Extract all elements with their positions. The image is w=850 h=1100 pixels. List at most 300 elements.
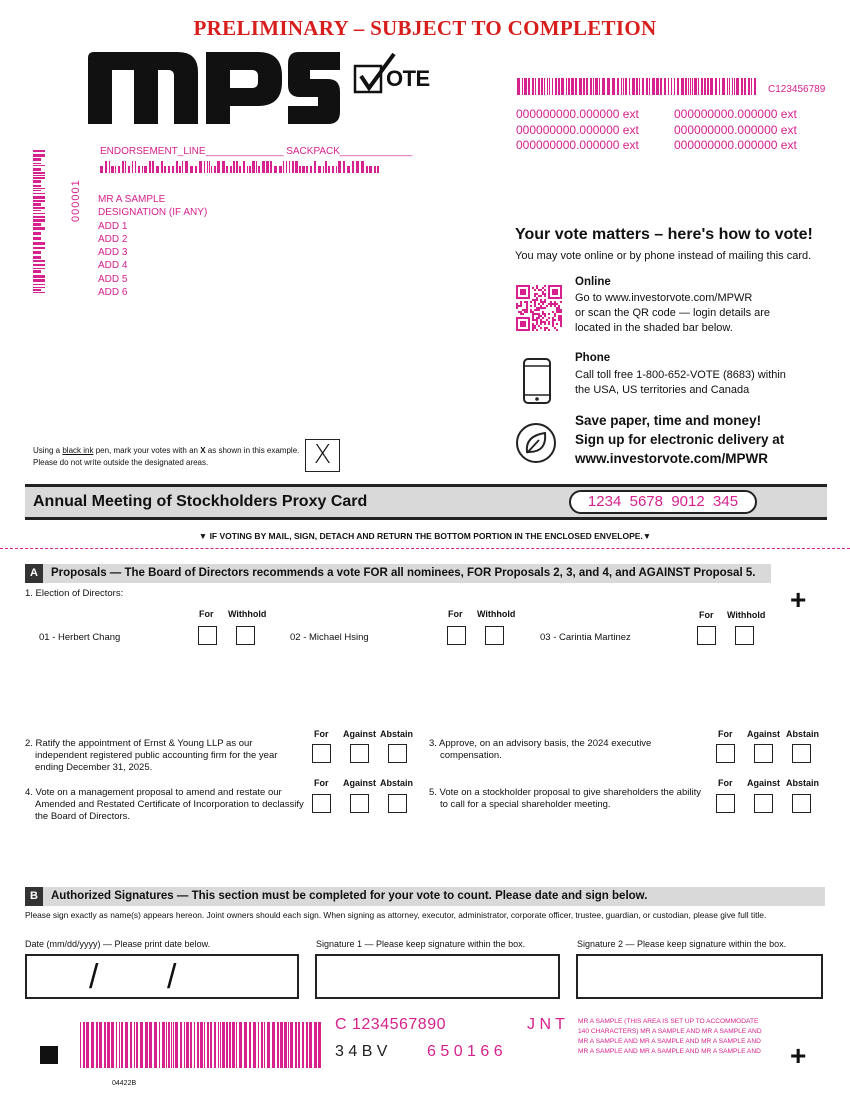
qr-module	[536, 319, 538, 321]
barcode-bar	[115, 166, 116, 173]
barcode-bar	[528, 78, 530, 95]
qr-module	[544, 295, 546, 297]
qr-module	[536, 297, 538, 299]
barcode-bar	[142, 166, 143, 173]
barcode-bar	[544, 78, 545, 95]
barcode-bar	[586, 78, 588, 95]
barcode-bar	[236, 1022, 237, 1068]
barcode-bar	[233, 161, 235, 173]
qr-module	[526, 301, 528, 303]
barcode-bar	[33, 185, 41, 187]
date-slash: /	[167, 958, 177, 996]
nominee-1-withhold-label: Withhold	[228, 609, 267, 619]
qr-module	[560, 301, 562, 303]
barcode-bar	[222, 161, 225, 173]
barcode-bar	[253, 1022, 256, 1068]
barcode-bar	[310, 166, 312, 173]
barcode-bar	[266, 161, 269, 173]
barcode-bar	[688, 78, 689, 95]
phone-icon	[522, 357, 552, 410]
barcode-bar	[86, 1022, 89, 1068]
qr-module	[538, 315, 540, 317]
nominee-3-withhold-checkbox[interactable]	[735, 626, 754, 645]
barcode-bar	[318, 1022, 321, 1068]
qr-module	[530, 311, 532, 313]
nominee-2-for-label: For	[448, 609, 463, 619]
qr-module	[544, 307, 546, 309]
qr-module	[554, 313, 556, 315]
barcode-bar	[701, 78, 703, 95]
qr-module	[542, 307, 544, 309]
qr-module	[544, 321, 546, 323]
barcode-bar	[261, 1022, 263, 1068]
qr-module	[550, 303, 552, 305]
qr-module	[546, 305, 548, 307]
barcode-bar	[262, 161, 265, 173]
qr-module	[560, 311, 562, 313]
barcode-bar	[111, 166, 114, 173]
qr-module	[530, 305, 532, 307]
marking-instructions: Using a black ink pen, mark your votes with an X as shown in this example. Please do not write outside the designated areas.	[33, 446, 300, 467]
barcode-bar	[217, 161, 220, 173]
barcode-bar	[180, 1022, 182, 1068]
qr-module	[534, 313, 536, 315]
barcode-bar	[306, 1022, 308, 1068]
barcode-bar	[162, 1022, 165, 1068]
qr-module	[536, 321, 538, 323]
qr-module	[540, 327, 542, 329]
qr-module	[532, 329, 534, 331]
barcode-bar	[264, 1022, 265, 1068]
date-input-box[interactable]	[25, 954, 299, 999]
phone-heading: Phone	[575, 352, 611, 364]
barcode-bar	[33, 190, 41, 191]
section-a-letter: A	[25, 564, 43, 583]
barcode-bar	[197, 1022, 199, 1068]
p3-abstain-checkbox[interactable]	[792, 744, 811, 763]
barcode-bar	[547, 78, 548, 95]
plus-mark: +	[790, 584, 807, 615]
barcode-bar	[132, 161, 133, 173]
barcode-bar	[279, 166, 282, 173]
p4-abstain-label: Abstain	[380, 778, 414, 788]
barcode-bar	[685, 78, 687, 95]
barcode-bar	[744, 78, 746, 95]
nominee-2-withhold-checkbox[interactable]	[485, 626, 504, 645]
p4-against-label: Against	[343, 778, 377, 788]
barcode-bar	[306, 166, 308, 173]
qr-module	[552, 325, 554, 327]
barcode-bar	[366, 166, 368, 173]
barcode-bar	[33, 175, 45, 176]
barcode-bar	[128, 166, 130, 173]
barcode-bar	[154, 1022, 157, 1068]
qr-module	[556, 303, 558, 305]
barcode-bar	[369, 166, 372, 173]
barcode-bar	[674, 78, 675, 95]
barcode-bar	[566, 78, 567, 95]
barcode-bar	[318, 166, 321, 173]
barcode-bar	[33, 154, 45, 157]
barcode-bar	[538, 78, 540, 95]
barcode-bar	[175, 1022, 178, 1068]
barcode-bar	[134, 1022, 135, 1068]
detach-instruction: ▼ IF VOTING BY MAIL, SIGN, DETACH AND RETURN THE BOTTOM PORTION IN THE ENCLOSED ENVELOPE.▼	[198, 531, 652, 541]
nominee-3-for-checkbox[interactable]	[697, 626, 716, 645]
qr-module	[560, 321, 562, 323]
barcode-bar	[690, 78, 691, 95]
mps-logo-graphic	[88, 52, 340, 124]
barcode-bar	[583, 78, 585, 95]
barcode-bar	[161, 161, 163, 173]
barcode-bar	[159, 1022, 160, 1068]
qr-module	[538, 289, 540, 291]
qr-module	[534, 301, 536, 303]
barcode-bar	[107, 1022, 110, 1068]
qr-module	[544, 293, 546, 295]
barcode-bar	[91, 1022, 94, 1068]
barcode-bar	[625, 78, 627, 95]
barcode-bar	[33, 227, 45, 230]
qr-module	[520, 311, 522, 313]
barcode-bar	[33, 270, 41, 273]
qr-module	[530, 309, 532, 311]
qr-module	[524, 309, 526, 311]
qr-module	[544, 285, 546, 287]
qr-module	[558, 309, 560, 311]
qr-module	[532, 317, 534, 319]
barcode-bar	[280, 1022, 283, 1068]
barcode-bar	[214, 1022, 216, 1068]
qr-module	[542, 313, 544, 315]
qr-module	[534, 305, 536, 307]
qr-module	[534, 319, 536, 321]
barcode-bar	[270, 161, 272, 173]
qr-module	[552, 311, 554, 313]
address-line: ADD 6	[98, 287, 128, 299]
address-line: MR A SAMPLE	[98, 194, 166, 205]
p5-abstain-checkbox[interactable]	[792, 794, 811, 813]
qr-module	[544, 323, 546, 325]
barcode-bar	[33, 168, 41, 171]
p2-against-checkbox[interactable]	[350, 744, 369, 763]
section-b-letter: B	[25, 887, 43, 906]
p3-against-checkbox[interactable]	[754, 744, 773, 763]
qr-module	[516, 305, 518, 307]
date-slash: /	[89, 958, 99, 996]
qr-module	[542, 287, 544, 289]
barcode-bar	[698, 78, 699, 95]
electronic-delivery-text: Save paper, time and money! Sign up for electronic delivery at www.investorvote.com/MPWR	[575, 413, 785, 466]
barcode-bar	[249, 1022, 251, 1068]
qr-module	[560, 319, 562, 321]
qr-module	[526, 311, 528, 313]
qr-module	[532, 323, 534, 325]
barcode-bar	[549, 78, 550, 95]
qr-code-icon	[516, 285, 562, 331]
qr-module	[532, 325, 534, 327]
proposal-3-text: 3. Approve, on an advisory basis, the 2024 executive compensation.	[429, 738, 652, 761]
barcode-bar	[194, 1022, 195, 1068]
qr-module	[544, 289, 546, 291]
barcode-bar	[33, 207, 45, 209]
barcode-bar	[33, 237, 41, 240]
qr-module	[538, 309, 540, 311]
barcode-bar	[309, 1022, 312, 1068]
barcode-bar	[236, 161, 238, 173]
qr-module	[534, 299, 536, 301]
qr-module	[540, 321, 542, 323]
p5-for-label: For	[718, 778, 733, 788]
barcode-bar	[33, 264, 45, 266]
qr-module	[556, 307, 558, 309]
qr-module	[560, 315, 562, 317]
barcode-bar	[105, 161, 107, 173]
qr-module	[540, 305, 542, 307]
qr-module	[542, 321, 544, 323]
barcode-bar	[314, 161, 316, 173]
barcode-bar	[33, 150, 45, 152]
qr-module	[560, 309, 562, 311]
qr-module	[520, 313, 522, 315]
barcode-bar	[328, 166, 330, 173]
card-title-bar	[25, 484, 827, 520]
barcode-bar	[33, 260, 45, 262]
footer-number: 6 5 0 1 6 6	[427, 1043, 503, 1060]
qr-module	[520, 289, 526, 295]
barcode-bar	[125, 161, 126, 173]
barcode-bar	[568, 78, 570, 95]
qr-module	[536, 329, 538, 331]
qr-module	[536, 307, 538, 309]
barcode-bar	[33, 284, 45, 285]
qr-module	[554, 327, 556, 329]
qr-module	[540, 323, 542, 325]
barcode-bar	[639, 78, 640, 95]
p2-for-checkbox[interactable]	[312, 744, 331, 763]
barcode-bar	[176, 161, 178, 173]
qr-module	[544, 329, 546, 331]
barcode-bar	[214, 166, 216, 173]
barcode-bar	[33, 251, 41, 254]
barcode-bar	[636, 78, 638, 95]
barcode-bar	[668, 78, 669, 95]
barcode-bar	[33, 216, 45, 218]
barcode-bar	[289, 161, 290, 173]
barcode-bar	[33, 292, 45, 293]
barcode-bar	[290, 1022, 293, 1068]
nominee-3-withhold-label: Withhold	[727, 610, 766, 620]
top-barcode	[517, 78, 759, 95]
proposal-2-text: 2. Ratify the appointment of Ernst & Young LLP as our independent registered public accounting firm for the year ending December 31, 2025.	[25, 738, 278, 773]
barcode-bar	[230, 166, 232, 173]
barcode-bar	[210, 1022, 212, 1068]
p4-for-checkbox[interactable]	[312, 794, 331, 813]
p4-abstain-checkbox[interactable]	[388, 794, 407, 813]
barcode-bar	[33, 256, 41, 259]
barcode-bar	[552, 78, 553, 95]
qr-module	[534, 325, 536, 327]
p5-for-checkbox[interactable]	[716, 794, 735, 813]
barcode-bar	[33, 180, 41, 183]
qr-module	[540, 301, 542, 303]
plus-mark: +	[790, 1040, 807, 1071]
endorsement-line: ENDORSEMENT_LINE______________ SACKPACK_____________	[100, 146, 413, 157]
barcode-bar	[671, 78, 672, 95]
barcode-bar	[623, 78, 624, 95]
nominee-2-name: 02 - Michael Hsing	[290, 632, 369, 643]
barcode-bar	[602, 78, 605, 95]
qr-module	[532, 319, 534, 321]
qr-module	[540, 289, 542, 291]
qr-module	[532, 313, 534, 315]
qr-module	[532, 327, 534, 329]
qr-module	[558, 315, 560, 317]
barcode-bar	[734, 78, 735, 95]
p2-abstain-checkbox[interactable]	[388, 744, 407, 763]
barcode-bar	[173, 1022, 174, 1068]
barcode-bar	[579, 78, 582, 95]
barcode-bar	[629, 78, 630, 95]
p3-for-checkbox[interactable]	[716, 744, 735, 763]
nominee-1-withhold-checkbox[interactable]	[236, 626, 255, 645]
barcode-bar	[727, 78, 728, 95]
p4-for-label: For	[314, 778, 329, 788]
proposal-5-text: 5. Vote on a stockholder proposal to give shareholders the ability to call for a special shareholder meeting.	[429, 787, 701, 810]
barcode-bar	[593, 78, 594, 95]
p3-against-label: Against	[747, 729, 781, 739]
p2-abstain-label: Abstain	[380, 729, 414, 739]
barcode-bar	[707, 78, 709, 95]
barcode-bar	[33, 158, 41, 161]
p5-against-checkbox[interactable]	[754, 794, 773, 813]
qr-module	[536, 293, 538, 295]
barcode-bar	[33, 188, 45, 189]
address-line: ADD 2	[98, 233, 128, 245]
barcode-bar	[681, 78, 684, 95]
p5-abstain-label: Abstain	[786, 778, 820, 788]
barcode-bar	[692, 78, 693, 95]
barcode-bar	[218, 1022, 219, 1068]
barcode-bar	[207, 161, 208, 173]
how-to-vote-subtitle: You may vote online or by phone instead of mailing this card.	[515, 250, 812, 262]
nominee-2-for-checkbox[interactable]	[447, 626, 466, 645]
barcode-bar	[736, 78, 739, 95]
barcode-bar	[748, 78, 750, 95]
barcode-bar	[239, 166, 241, 173]
barcode-bar	[125, 1022, 128, 1068]
barcode-bar	[302, 1022, 304, 1068]
barcode-bar	[541, 78, 543, 95]
barcode-bar	[704, 78, 706, 95]
barcode-bar	[649, 78, 650, 95]
barcode-bar	[33, 275, 45, 278]
barcode-bar	[247, 166, 248, 173]
barcode-bar	[172, 166, 174, 173]
barcode-bar	[561, 78, 564, 95]
barcode-bar	[33, 165, 45, 166]
qr-module	[558, 305, 560, 307]
barcode-bar	[258, 166, 260, 173]
barcode-bar	[135, 161, 136, 173]
barcode-bar	[286, 161, 287, 173]
barcode-bar	[209, 161, 210, 173]
qr-module	[540, 319, 542, 321]
barcode-bar	[288, 1022, 289, 1068]
qr-module	[554, 305, 556, 307]
barcode-bar	[558, 78, 560, 95]
qr-module	[534, 303, 536, 305]
qr-module	[544, 299, 546, 301]
qr-module	[552, 289, 558, 295]
qr-module	[540, 315, 542, 317]
barcode-bar	[243, 161, 245, 173]
qr-module	[546, 327, 548, 329]
postal-barcode	[100, 161, 382, 173]
qr-module	[526, 305, 528, 307]
qr-module	[522, 313, 524, 315]
qr-module	[534, 327, 536, 329]
barcode-bar	[33, 203, 41, 206]
barcode-bar	[343, 161, 345, 173]
barcode-bar	[33, 193, 45, 194]
barcode-bar	[732, 78, 733, 95]
qr-module	[534, 309, 536, 311]
qr-module	[532, 299, 534, 301]
barcode-bar	[33, 213, 45, 214]
signature-1-box[interactable]	[315, 954, 560, 999]
qr-module	[552, 317, 554, 319]
barcode-bar	[222, 1022, 225, 1068]
signature-2-box[interactable]	[576, 954, 823, 999]
barcode-bar	[164, 166, 166, 173]
barcode-bar	[258, 1022, 259, 1068]
barcode-bar	[33, 279, 45, 282]
barcode-bar	[617, 78, 619, 95]
barcode-bar	[595, 78, 598, 95]
address-line: ADD 4	[98, 260, 128, 272]
barcode-bar	[166, 1022, 167, 1068]
qr-module	[548, 313, 550, 315]
example-mark-box: X	[305, 439, 340, 472]
footer-code: C 1234567890	[335, 1016, 446, 1033]
nominee-1-for-checkbox[interactable]	[198, 626, 217, 645]
qr-module	[556, 323, 558, 325]
qr-module	[544, 301, 546, 303]
barcode-bar	[136, 1022, 138, 1068]
section-a-text: Proposals — The Board of Directors recommends a vote FOR all nominees, FOR Proposals 2, 3, and 4, and AGAINST Proposal 5.	[51, 567, 756, 579]
barcode-bar	[185, 161, 188, 173]
mps-logo	[88, 52, 340, 124]
barcode-bar	[374, 166, 376, 173]
barcode-bar	[104, 1022, 106, 1068]
qr-module	[520, 305, 522, 307]
online-heading: Online	[575, 276, 611, 288]
qr-module	[554, 315, 556, 317]
form-id: 04422B	[112, 1080, 137, 1087]
barcode-bar	[377, 166, 379, 173]
detach-line	[0, 548, 850, 549]
p4-against-checkbox[interactable]	[350, 794, 369, 813]
barcode-bar	[190, 166, 193, 173]
barcode-bar	[149, 1022, 152, 1068]
qr-module	[548, 321, 550, 323]
barcode-bar	[33, 289, 41, 291]
qr-module	[542, 301, 544, 303]
qr-module	[542, 291, 544, 293]
signature-1-label: Signature 1 — Please keep signature within the box.	[316, 939, 526, 949]
barcode-bar	[524, 78, 527, 95]
